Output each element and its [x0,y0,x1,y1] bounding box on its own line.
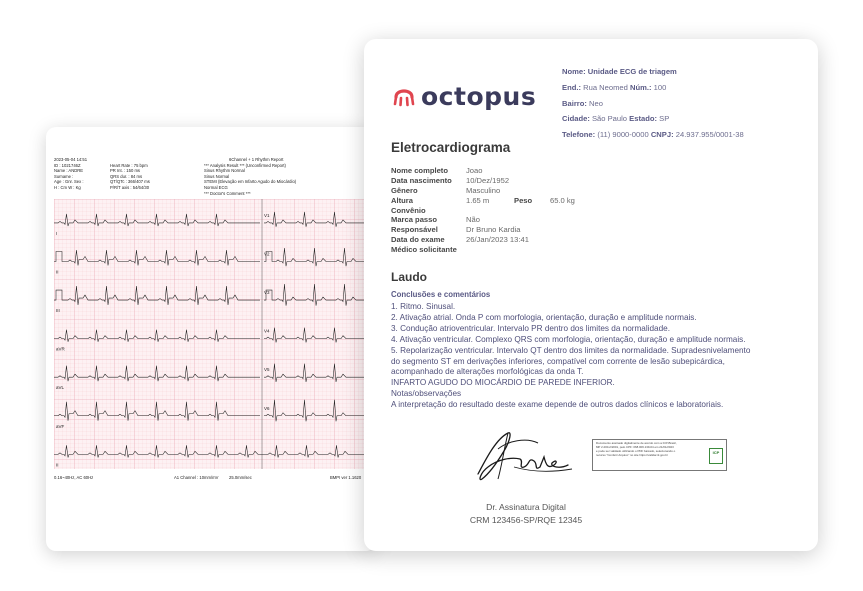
notes-line: A interpretação do resultado deste exame depende de outros dados clínicos e laboratoriais. [391,400,724,410]
ecg-lead-label: V1 [264,212,270,218]
ecg-date: 2023-05-04 14:51 [54,157,88,162]
stamp-line: e pode ser validado utilizando o PDF baixado, selecionando o [596,448,676,453]
field-value: 1.65 m [466,195,490,205]
ecg-filter: 0.16~40Hz, AC 60Hz [54,475,94,480]
diagnosis-line: INFARTO AGUDO DO MIOCÁRDIO DE PAREDE INFERIOR. [391,378,615,388]
handwritten-signature [468,429,578,487]
clinic-name-row [562,64,744,80]
ecg-heart-rate: Heart Rate : 75 bpm [110,162,148,168]
field-value: Joao [466,166,483,175]
field-label: Marca passo [391,215,438,225]
icp-brasil-badge-icon: ICP [709,448,723,464]
ecg-id: ID : 1021746Z [54,162,81,168]
ecg-lead-label: V3 [264,290,270,296]
ecg-lead-label: aVL [56,385,65,391]
logo-text: octopus [421,81,537,111]
conclusion-line: 5. Repolarização ventricular. Intervalo QT dentro dos limites da normalidade. Supradesnivelamento [391,345,751,355]
field-label: Médico solicitante [391,245,457,255]
field-label: Responsável [391,225,438,235]
ecg-analysis-title: *** Analysis Result *** (Unconfirmed Report) [204,162,286,168]
conclusion-line: 3. Condução atrioventricular. Intervalo PR dentro dos limites da normalidade. [391,323,670,333]
field-value: 65.0 kg [550,195,575,205]
report-title: Eletrocardiograma [391,140,511,155]
ecg-grid [54,199,374,469]
clinic-phone: (11) 9000-0000 [597,130,649,140]
field-value: 10/Dez/1952 [466,175,510,185]
conclusion-line: 1. Ritmo. Sinusal. [391,302,456,311]
clinic-name: Unidade ECG de triagem [587,67,677,76]
city-label: Cidade: [562,114,590,124]
ecg-report-document [364,39,818,551]
clinic-city-row [562,111,744,127]
clinic-cnpj: 24.937.955/0001-38 [675,130,744,140]
ecg-measurements [110,157,150,191]
field-value: 26/Jan/2023 13:41 [466,235,529,245]
clinic-info [562,64,744,143]
ecg-pr: PR Int. : 150 ms [110,168,141,174]
stamp-line: Documento assinado digitalmente de acordo com a ICP-Brasil, [596,441,677,445]
conclusion-line: 4. Ativação ventricular. Complexo QRS com morfologia, orientação, duração e amplitude normais. [391,334,746,344]
clinic-address: Rua Neomed [583,82,628,92]
district-label: Bairro: [562,98,587,108]
ecg-lead-label: aVF [56,423,65,429]
clinic-number: 100 [653,82,667,92]
ecg-patient-info [54,157,87,191]
ecg-analysis-line: STEMI (Elevação em Infarto Agudo do Miocárdio) [204,179,297,185]
ecg-version: BMPI ver 1.1620 [330,475,362,480]
field-label: Altura [391,195,413,205]
field-label: Convênio [391,205,426,215]
ecg-lead-label: III [56,308,60,314]
signer-crm: CRM 123456-SP/RQE 12345 [469,515,583,525]
conclusion-line: acompanhado de alterações morfológicas da onda T. [391,367,584,377]
ecg-axis: P/R/T axis : 54/64/30 [110,184,150,190]
ecg-lead-label: II [56,269,59,275]
signer-block [436,501,616,527]
laudo-heading: Laudo [391,270,427,284]
ecg-lead-label: V5 [264,367,270,373]
conclusion-line: 2. Ativação atrial. Onda P com morfologia, orientação, duração e amplitude normais. [391,312,697,322]
ecg-qt: QT/QTc : 366/407 ms [110,179,150,185]
ecg-doctor-comment: *** Doctor's Comment *** [204,190,251,196]
conclusions-title: Conclusões e comentários [391,290,491,299]
field-label: Nome completo [391,166,448,175]
clinic-address-row [562,80,744,96]
ecg-lead-label: V2 [264,251,270,257]
clinic-city: São Paulo [591,114,628,124]
ecg-qrs: QRS dur. : 84 ms [110,173,143,179]
field-value: Masculino [466,185,501,195]
field-label: Gênero [391,185,418,195]
octopus-icon [392,85,416,107]
address-label: End.: [562,82,581,92]
clinic-state: SP [659,114,670,124]
conclusions-text [391,302,801,411]
ecg-gain: A1 Channel : 10mm/mV [174,475,219,480]
conclusion-line: do segmento ST em derivações inferiores, compatível com corrente de lesão subepicárdica, [391,356,725,366]
notes-heading: Notas/observações [391,389,462,399]
clinic-name-label: Nome: [562,67,586,76]
ecg-speed: 25.0mm/sec [229,475,252,480]
signer-name: Dr. Assinatura Digital [486,502,566,512]
octopus-logo [392,81,536,111]
ecg-analysis [204,157,296,196]
ecg-lead-label: V6 [264,405,270,411]
ecg-analysis-line: Sinus Rhythm Normal [204,168,245,174]
clinic-district-row [562,96,744,112]
field-label: Peso [514,195,533,205]
ecg-age: Age : Gnr. Sex : [54,179,84,185]
field-value: Dr Bruno Kardia [466,225,521,235]
digital-signature-stamp [592,439,727,471]
ecg-tracing-sheet [46,127,376,551]
stamp-line: recurso "Conferir Arquivo" no site https://validar.iti.gov.br [596,452,668,457]
ecg-height: H : Cm W : Kg [54,184,81,190]
ecg-lead-label: II [56,462,59,468]
clinic-phone-row [562,127,744,143]
ecg-lead-label: I [56,230,58,236]
field-label: Data do exame [391,235,445,245]
stamp-line: MP 2.200-2/2001, pelo CPF: 068.006.139-64 em 21/01/2023 [596,444,674,449]
ecg-report-title: 6Channel + 1 Rhythm Report [229,157,284,162]
ecg-lead-label: V4 [264,328,270,334]
ecg-analysis-line: Normal ECG [204,184,228,190]
field-value: Não [466,215,480,225]
state-label: Estado: [629,114,658,124]
field-label: Data nascimento [391,175,452,185]
clinic-district: Neo [589,98,603,108]
ecg-surname: Surname : [54,173,74,179]
phone-label: Telefone: [562,130,596,140]
number-label: Núm.: [629,82,652,92]
cnpj-label: CNPJ: [650,130,674,140]
ecg-analysis-line: Sinus Normal [204,173,230,179]
ecg-name: Name : ANDRE [54,168,84,174]
ecg-lead-label: aVR [56,346,65,352]
ecg-header [54,157,374,197]
